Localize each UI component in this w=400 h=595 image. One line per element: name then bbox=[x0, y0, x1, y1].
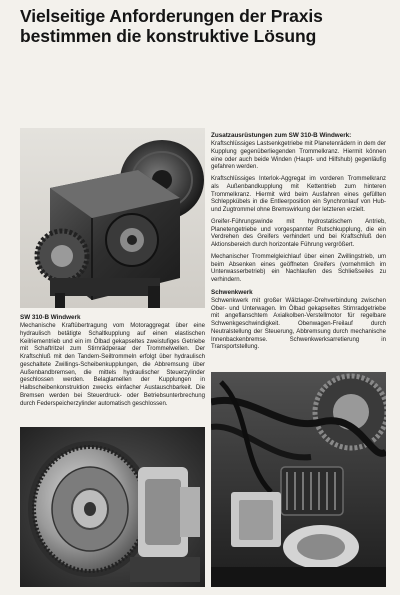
winch-heading: SW 310-B Windwerk bbox=[20, 314, 81, 321]
grab-guide-winch-paragraph: Greifer-Führungswinde mit hydrostatischem Antrieb, Planetengetriebe und vorgespannter Rutschkupplung, die ein Verdrehen des Greifers verhindert und bei Kraftschluß den Aktionsbereich durch horizontale Führung vergrößert. bbox=[211, 218, 386, 248]
additional-equipment-section bbox=[211, 132, 386, 356]
additional-equipment-heading: Zusatzausrüstungen zum SW 310-B Windwerk: bbox=[211, 132, 352, 139]
drum-synchronisation-paragraph: Mechanischer Trommelgleichlauf über einen Zwillingstrieb, um beim Absenken eines geöffneten Greifers (vornehmlich im Unterwasserbetrieb) ein Nachlaufen des Schließseiles zu verhindern. bbox=[211, 253, 386, 283]
gearbox-photo bbox=[20, 128, 205, 308]
page-title-line-2: bestimmen die konstruktive Lösung bbox=[20, 26, 317, 46]
swing-unit-illustration bbox=[211, 372, 386, 587]
winch-paragraph: Mechanische Kraftübertragung vom Motoraggregat über eine hydraulisch betätigte Schaltkupplung auf einen elastischen Keilriementrieb und ein im Ölbad gekapseltes zweistufiges Getriebe mit Schaftritzel zum Stirnrädperaar der Trommelwellen. Der Kraftschluß mit den Tandem-Seiltrommeln erfolgt über hydraulisch geschaltete Zwillings-Scheibenkupplungen, die Abbremsung über Außenbandbremsen, die mittels hydraulischer Steuerzylinder geschlossen werden. Belaglamellen der Kupplungen in Halbscheibenkonstruktion zwecks einfacher Austauschbarkeit. Die Bremsen werden bei Steuerdruck- oder Betriebsunterbrechung durch Federspeicherzylinder automatisch geschlossen. bbox=[20, 323, 205, 407]
clutch-drum-illustration bbox=[20, 427, 205, 587]
winch-section bbox=[20, 314, 205, 412]
interlok-paragraph: Kraftschlüssiges Interlok-Aggregat im vorderen Trommelkranz als Außenbandkupplung mit Kettentrieb zum hinteren Trommelkranz. Hiermit wird beim Ausfahren eines gefüllten Schleppkübels in die Entleerposition ein Synchronlauf von Hub- und Zugtrommel ohne Bremswirkung der letzteren erzielt. bbox=[211, 176, 386, 213]
clutch-drum-photo bbox=[20, 427, 205, 587]
gearbox-illustration bbox=[20, 128, 205, 308]
swing-unit-photo bbox=[211, 372, 386, 587]
page-title bbox=[20, 6, 390, 46]
swing-unit-heading: Schwenkwerk bbox=[211, 288, 253, 296]
swing-unit-paragraph: Schwenkwerk mit großer Wälzlager-Drehverbindung zwischen Ober- und Unterwagen. Im Ölbad gekapseltes Stirnradgetriebe mit angeflanschtem Axialkolben-Verstellmotor für regelbare Schwenkgeschwindigkeit. Obenwagen-Freilauf durch Neutralstellung der Steuerung, Abbremsung durch mechanische Innenbackenbremse. Schwenkwerksarretierung in Transportstellung. bbox=[211, 297, 386, 351]
page-title-line-1: Vielseitige Anforderungen der Praxis bbox=[20, 6, 323, 26]
lowering-gear-paragraph: Kraftschlüssiges Lastsenkgetriebe mit Planetenrädern in dem der Kupplung gegenüberliegenden Trommelkranz. Hiermit können eine oder auch beide Winden (Haupt- und Hilfshub) gegenläufig gefahren werden. bbox=[211, 141, 386, 171]
